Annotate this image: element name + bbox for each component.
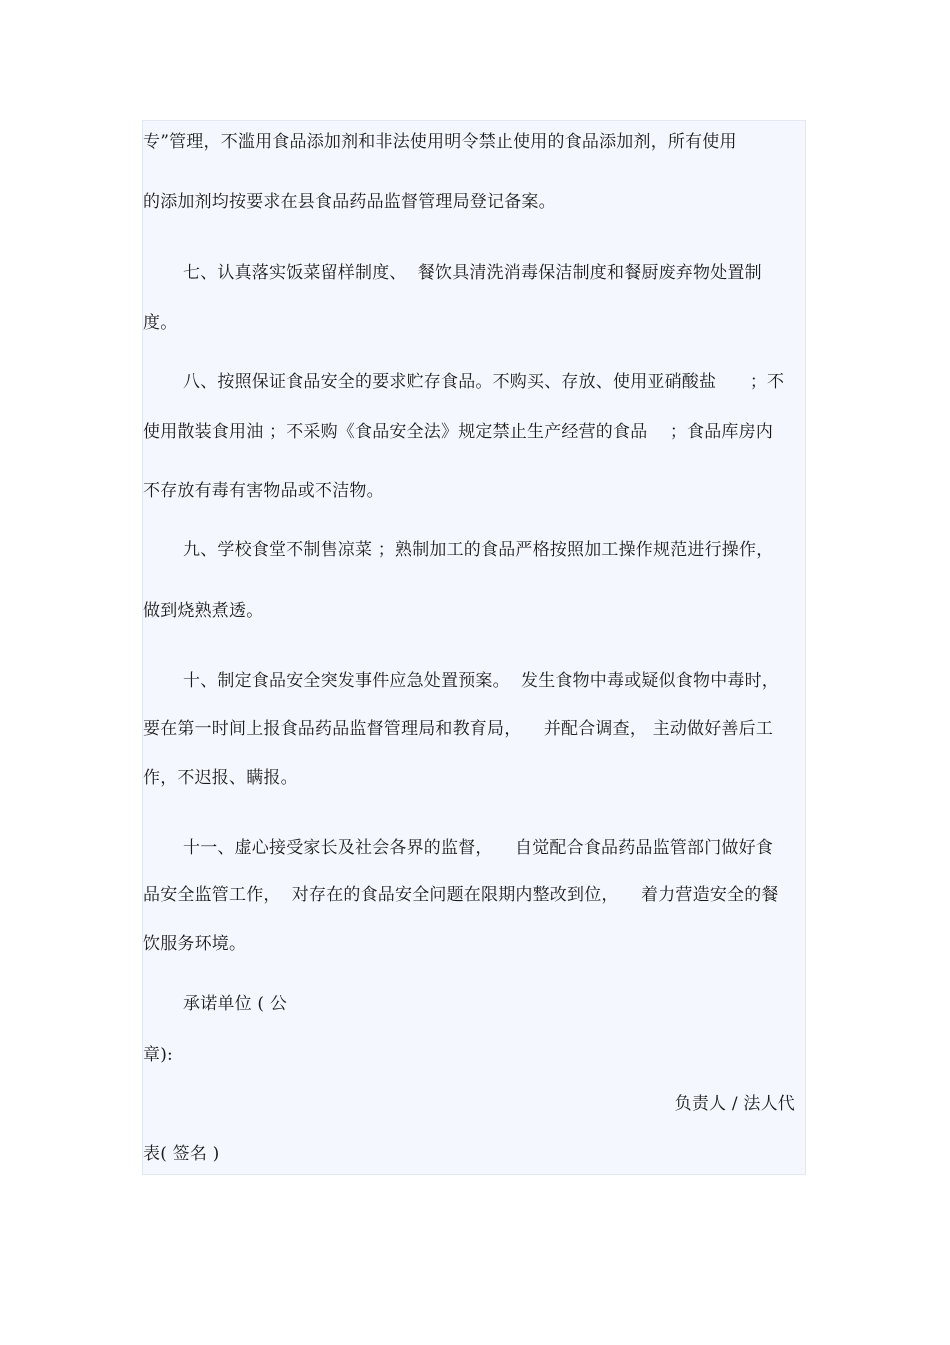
text-line-10: 十、制定食品安全突发事件应急处置预案。 发生食物中毒或疑似食物中毒时， [183, 671, 780, 691]
text-line-1: 专”管理，不滥用食品添加剂和非法使用明令禁止使用的食品添加剂，所有使用 [143, 132, 737, 152]
text-line-4: 度。 [143, 313, 178, 333]
signature-label: 表( 签名 ) [143, 1144, 220, 1164]
text-line-15: 饮服务环境。 [143, 934, 247, 954]
responsible-person-label: 负责人 / 法人代 [674, 1094, 795, 1114]
text-line-11: 要在第一时间上报食品药品监督管理局和教育局， 并配合调查， 主动做好善后工 [143, 719, 774, 739]
text-line-12: 作，不迟报、瞒报。 [143, 768, 298, 788]
text-line-3: 七、认真落实饭菜留样制度、 餐饮具清洗消毒保洁制度和餐厨废弃物处置制 [183, 263, 762, 283]
text-line-9: 做到烧熟煮透。 [143, 601, 264, 621]
text-line-13: 十一、虚心接受家长及社会各界的监督， 自觉配合食品药品监管部门做好食 [183, 838, 774, 858]
text-line-2: 的添加剂均按要求在县食品药品监督管理局登记备案。 [143, 192, 556, 212]
promise-unit-seal: 章): [143, 1045, 173, 1065]
text-line-5: 八、按照保证食品安全的要求贮存食品。不购买、存放、使用亚硝酸盐 ；不 [183, 372, 785, 392]
text-line-14: 品安全监管工作， 对存在的食品安全问题在限期内整改到位， 着力营造安全的餐 [143, 885, 779, 905]
text-line-8: 九、学校食堂不制售凉菜 ；熟制加工的食品严格按照加工操作规范进行操作， [183, 540, 774, 560]
text-line-7: 不存放有毒有害物品或不洁物。 [143, 481, 384, 501]
text-line-6: 使用散装食用油 ；不采购《食品安全法》规定禁止生产经营的食品 ；食品库房内 [143, 422, 774, 442]
promise-unit-label: 承诺单位 ( 公 [183, 994, 288, 1014]
